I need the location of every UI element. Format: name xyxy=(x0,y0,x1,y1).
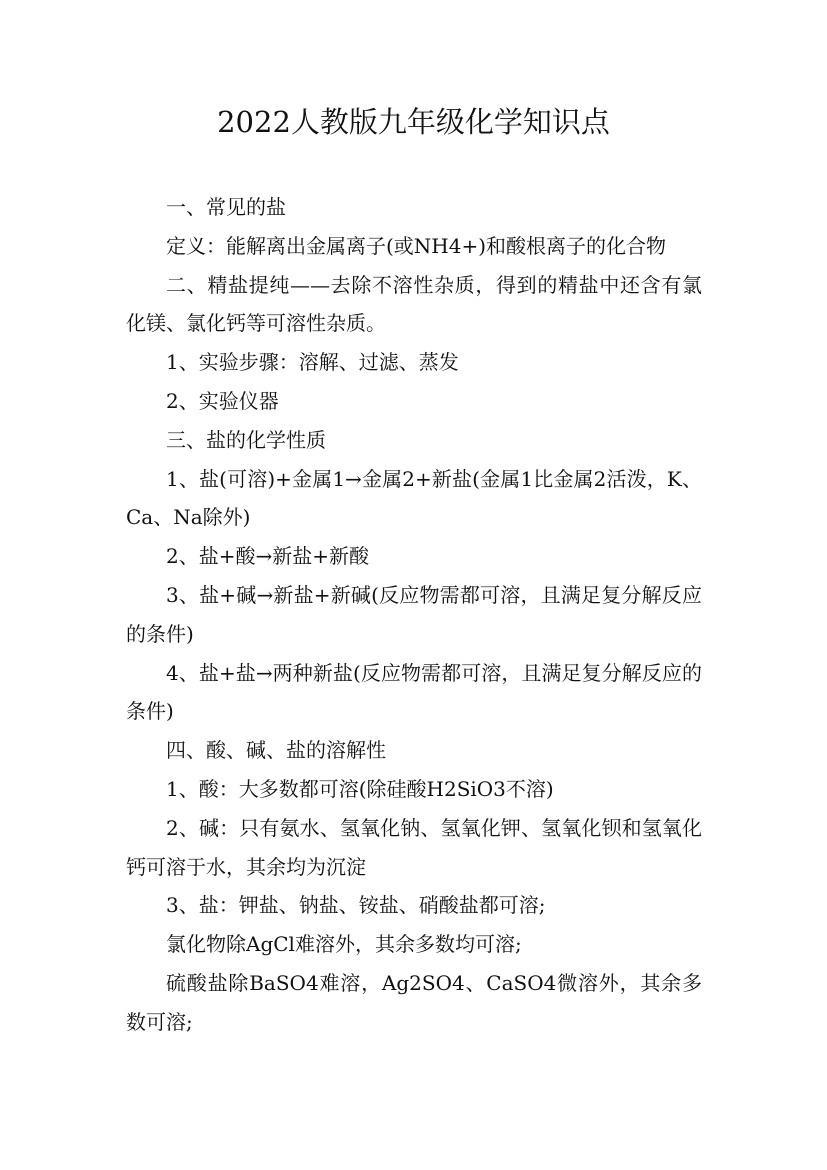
paragraph-experiment-steps: 1、实验步骤：溶解、过滤、蒸发 xyxy=(166,350,459,375)
paragraph-salt-solubility: 3、盐：钾盐、钠盐、铵盐、硝酸盐都可溶; xyxy=(166,893,546,918)
paragraph-salt-definition: 定义：能解离出金属离子(或NH4+)和酸根离子的化合物 xyxy=(166,233,667,258)
paragraph-experiment-instruments: 2、实验仪器 xyxy=(166,388,279,413)
document-body xyxy=(126,188,702,1042)
paragraph-base-solubility: 2、碱：只有氨水、氢氧化钠、氢氧化钾、氢氧化钡和氢氧化钙可溶于水，其余均为沉淀 xyxy=(126,815,702,879)
paragraph-acid-solubility: 1、酸：大多数都可溶(除硅酸H2SiO3不溶) xyxy=(166,776,554,801)
paragraph-heading-common-salts: 一、常见的盐 xyxy=(166,195,286,219)
paragraph-heading-salt-purification: 二、精盐提纯——去除不溶性杂质，得到的精盐中还含有氯化镁、氯化钙等可溶性杂质。 xyxy=(126,272,702,336)
document-title: 2022人教版九年级化学知识点 xyxy=(217,105,610,139)
paragraph-salt-salt-reaction: 4、盐+盐→两种新盐(反应物需都可溶，且满足复分解反应的条件) xyxy=(126,660,702,724)
paragraph-salt-acid-reaction: 2、盐+酸→新盐+新酸 xyxy=(166,544,369,569)
paragraph-heading-solubility: 四、酸、碱、盐的溶解性 xyxy=(166,738,386,763)
paragraph-heading-chemical-properties: 三、盐的化学性质 xyxy=(166,427,326,452)
paragraph-sulfate-solubility: 硫酸盐除BaSO4难溶，Ag2SO4、CaSO4微溶外，其余多数可溶; xyxy=(126,970,702,1034)
paragraph-salt-base-reaction: 3、盐+碱→新盐+新碱(反应物需都可溶，且满足复分解反应的条件) xyxy=(126,582,702,646)
paragraph-chloride-solubility: 氯化物除AgCl难溶外，其余多数均可溶; xyxy=(166,932,522,957)
paragraph-salt-metal-reaction: 1、盐(可溶)+金属1→金属2+新盐(金属1比金属2活泼，K、Ca、Na除外) xyxy=(126,466,702,530)
